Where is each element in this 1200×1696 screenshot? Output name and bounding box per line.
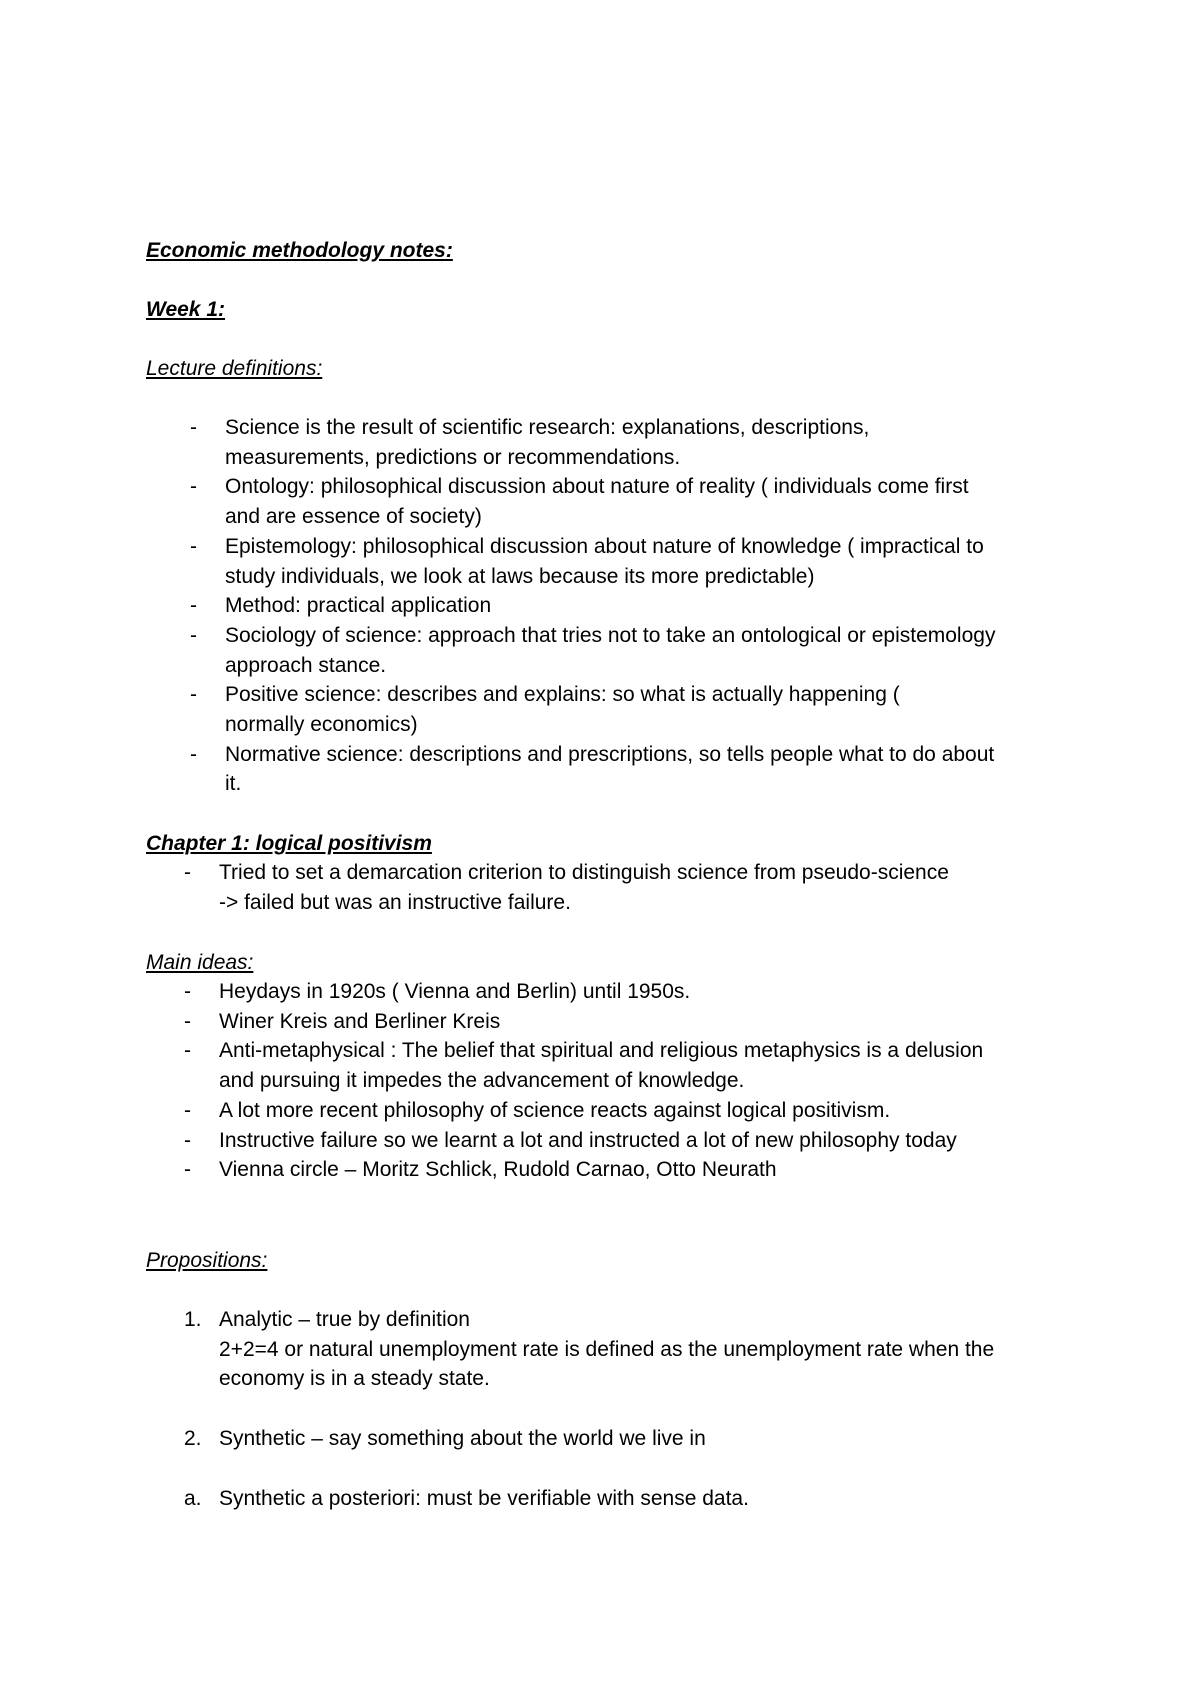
document-title: Economic methodology notes:	[146, 239, 453, 262]
list-item-line: A lot more recent philosophy of science reacts against logical positivism.	[219, 1098, 891, 1122]
proposition-line: economy is in a steady state.	[219, 1367, 490, 1391]
list-item-line: normally economics)	[225, 713, 418, 736]
bullet-dash: -	[184, 980, 191, 1003]
list-item-line: Ontology: philosophical discussion about nature of reality ( individuals come first	[225, 475, 969, 499]
list-item-line: Anti-metaphysical : The belief that spiritual and religious metaphysics is a delusion	[219, 1039, 984, 1063]
proposition-marker: 2.	[184, 1427, 202, 1450]
proposition-line: Synthetic a posteriori: must be verifiable with sense data.	[219, 1487, 749, 1510]
list-item-line: Winer Kreis and Berliner Kreis	[219, 1009, 501, 1033]
bullet-dash: -	[190, 742, 197, 766]
list-item-line: -> failed but was an instructive failure.	[219, 890, 571, 914]
bullet-dash: -	[190, 683, 197, 707]
bullet-dash: -	[184, 861, 191, 884]
proposition-marker: 1.	[184, 1308, 202, 1331]
list-item-line: Method: practical application	[225, 594, 492, 618]
bullet-dash: -	[184, 1128, 191, 1152]
lecture-definitions-heading: Lecture definitions:	[146, 357, 323, 380]
main-ideas-heading: Main ideas:	[146, 951, 254, 974]
bullet-dash: -	[190, 416, 197, 439]
list-item-line: it.	[225, 772, 242, 796]
list-item-line: Vienna circle – Moritz Schlick, Rudold Carnao, Otto Neurath	[219, 1158, 777, 1182]
chapter-heading: Chapter 1: logical positivism	[146, 832, 432, 855]
proposition-marker: a.	[184, 1487, 202, 1510]
bullet-dash: -	[190, 534, 197, 558]
list-item-line: approach stance.	[225, 653, 387, 677]
bullet-dash: -	[190, 475, 197, 499]
bullet-dash: -	[190, 594, 197, 618]
bullet-dash: -	[184, 1009, 191, 1033]
list-item-line: Science is the result of scientific research: explanations, descriptions,	[225, 416, 870, 439]
bullet-dash: -	[190, 623, 197, 647]
list-item-line: study individuals, we look at laws because its more predictable)	[225, 564, 815, 588]
bullet-dash: -	[184, 1098, 191, 1122]
list-item-line: Instructive failure so we learnt a lot and instructed a lot of new philosophy today	[219, 1128, 957, 1152]
list-item-line: Tried to set a demarcation criterion to distinguish science from pseudo-science	[219, 861, 949, 884]
list-item-line: Normative science: descriptions and prescriptions, so tells people what to do about	[225, 742, 995, 766]
list-item-line: Sociology of science: approach that tries not to take an ontological or epistemology	[225, 623, 996, 647]
list-item-line: Positive science: describes and explains: so what is actually happening (	[225, 683, 900, 707]
list-item-line: and are essence of society)	[225, 505, 482, 529]
week-heading: Week 1:	[146, 298, 225, 321]
list-item-line: and pursuing it impedes the advancement of knowledge.	[219, 1069, 745, 1093]
list-item-line: Epistemology: philosophical discussion about nature of knowledge ( impractical to	[225, 534, 984, 558]
proposition-line: Analytic – true by definition	[219, 1308, 470, 1331]
list-item-line: Heydays in 1920s ( Vienna and Berlin) until 1950s.	[219, 980, 691, 1003]
proposition-line: Synthetic – say something about the world we live in	[219, 1427, 706, 1450]
proposition-line: 2+2=4 or natural unemployment rate is defined as the unemployment rate when the	[219, 1337, 995, 1361]
list-item-line: measurements, predictions or recommendations.	[225, 445, 681, 469]
bullet-dash: -	[184, 1158, 191, 1182]
bullet-dash: -	[184, 1039, 191, 1063]
propositions-heading: Propositions:	[146, 1249, 268, 1272]
